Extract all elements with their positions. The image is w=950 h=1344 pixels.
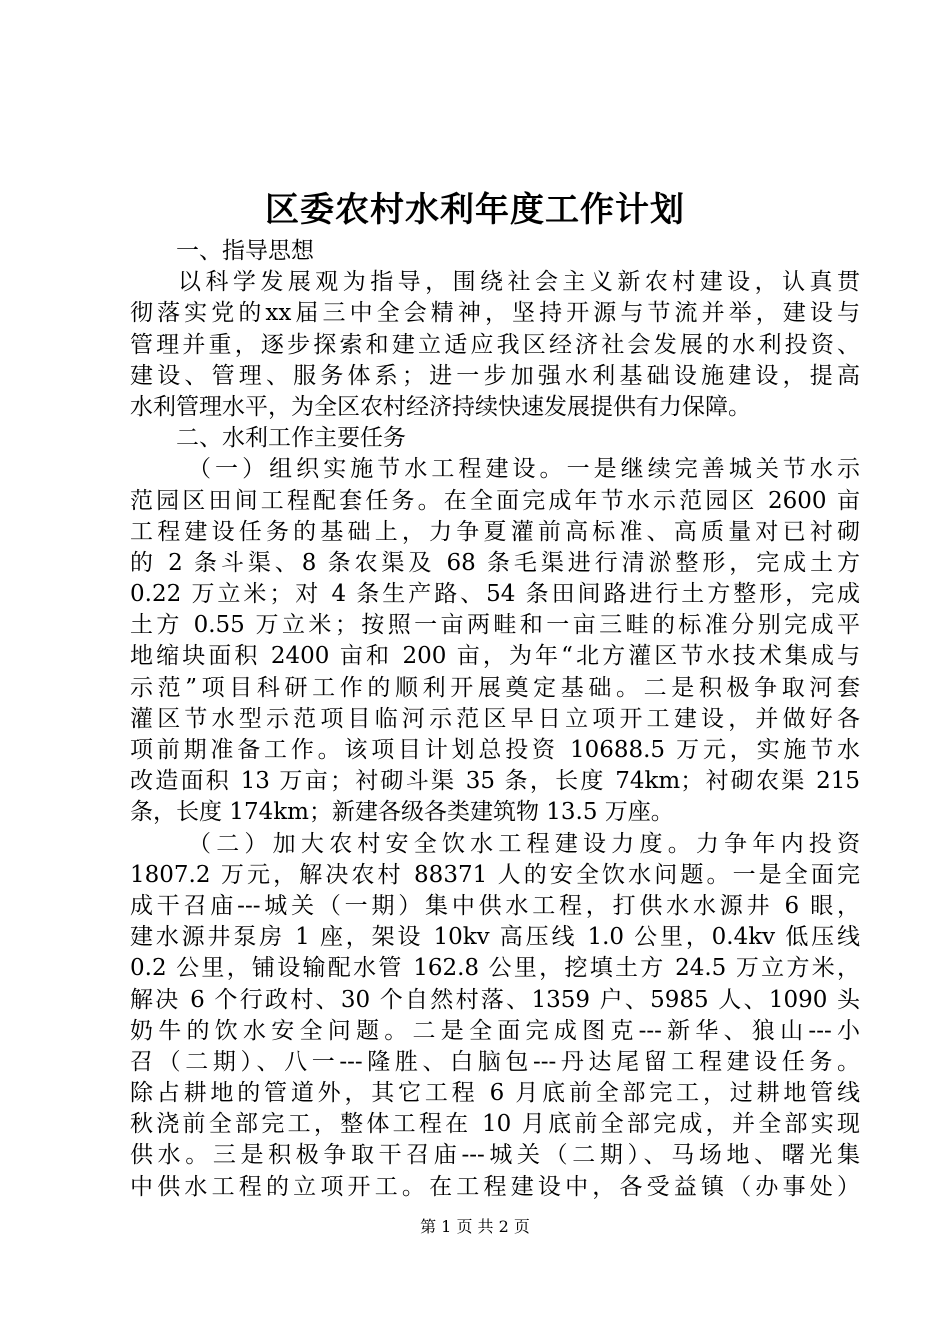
paragraph-line: 0.22 万立米；对 4 条生产路、54 条田间路进行土方整形，完成 — [130, 581, 860, 608]
paragraph-line: 改造面积 13 万亩；衬砌斗渠 35 条，长度 74km；衬砌农渠 215 — [130, 768, 860, 795]
paragraph-line: 项前期准备工作。该项目计划总投资 10688.5 万元，实施节水 — [130, 737, 860, 763]
paragraph-line: 奶牛的饮水安全问题。二是全面完成图克---新华、狼山---小 — [130, 1017, 860, 1044]
paragraph-line: 示范”项目科研工作的顺利开展奠定基础。二是积极争取河套 — [130, 674, 860, 701]
paragraph-line: 水利管理水平，为全区农村经济持续快速发展提供有力保障。 — [130, 393, 751, 420]
paragraph-line: 工程建设任务的基础上，力争夏灌前高标准、高质量对已衬砌 — [130, 518, 860, 545]
paragraph-line: 供水。三是积极争取干召庙---城关（二期）、马场地、曙光集 — [130, 1142, 860, 1169]
paragraph-line: （一）组织实施节水工程建设。一是继续完善城关节水示 — [188, 456, 860, 483]
paragraph-line: 土方 0.55 万立米；按照一亩两畦和一亩三畦的标准分别完成平 — [130, 612, 860, 639]
paragraph-line: 成干召庙---城关（一期）集中供水工程，打供水水源井 6 眼， — [130, 892, 860, 919]
paragraph-line: 召（二期）、八一---隆胜、白脑包---丹达尾留工程建设任务。 — [130, 1048, 860, 1075]
paragraph-line: 1807.2 万元，解决农村 88371 人的安全饮水问题。一是全面完 — [130, 861, 860, 888]
paragraph-line: 建设、管理、服务体系；进一步加强水利基础设施建设，提高 — [130, 362, 860, 389]
paragraph-line: 解决 6 个行政村、30 个自然村落、1359 户、5985 人、1090 头 — [130, 986, 860, 1013]
paragraph-line: 彻落实党的xx届三中全会精神，坚持开源与节流并举，建设与 — [130, 300, 860, 327]
paragraph-line: 中供水工程的立项开工。在工程建设中，各受益镇（办事处） — [130, 1173, 860, 1200]
paragraph-line: 0.2 公里，铺设输配水管 162.8 公里，挖填土方 24.5 万立方米， — [130, 955, 860, 982]
paragraph-line: （二）加大农村安全饮水工程建设力度。力争年内投资 — [188, 830, 860, 857]
section-heading: 一、指导思想 — [176, 238, 314, 264]
paragraph-line: 建水源井泵房 1 座，架设 10kv 高压线 1.0 公里，0.4kv 低压线 — [130, 924, 860, 951]
paragraph-line: 灌区节水型示范项目临河示范区早日立项开工建设，并做好各 — [130, 705, 860, 732]
paragraph-line: 管理并重，逐步探索和建立适应我区经济社会发展的水利投资、 — [130, 331, 860, 358]
page-footer: 第 1 页 共 2 页 — [420, 1217, 530, 1236]
paragraph-line: 除占耕地的管道外，其它工程 6 月底前全部完工，过耕地管线 — [130, 1080, 860, 1107]
paragraph-line: 以科学发展观为指导，围绕社会主义新农村建设，认真贯 — [178, 269, 860, 296]
paragraph-line: 的 2 条斗渠、8 条农渠及 68 条毛渠进行清淤整形，完成土方 — [130, 549, 860, 576]
section-heading: 二、水利工作主要任务 — [176, 425, 406, 452]
paragraph-line: 范园区田间工程配套任务。在全面完成年节水示范园区 2600 亩 — [130, 487, 860, 514]
document-body — [130, 236, 860, 1203]
paragraph-line: 条，长度 174km；新建各级各类建筑物 13.5 万座。 — [130, 799, 674, 826]
paragraph-line: 地缩块面积 2400 亩和 200 亩，为年“北方灌区节水技术集成与 — [130, 643, 860, 670]
paragraph-line: 秋浇前全部完工，整体工程在 10 月底前全部完成，并全部实现 — [130, 1111, 860, 1138]
document-title: 区委农村水利年度工作计划 — [265, 190, 685, 230]
